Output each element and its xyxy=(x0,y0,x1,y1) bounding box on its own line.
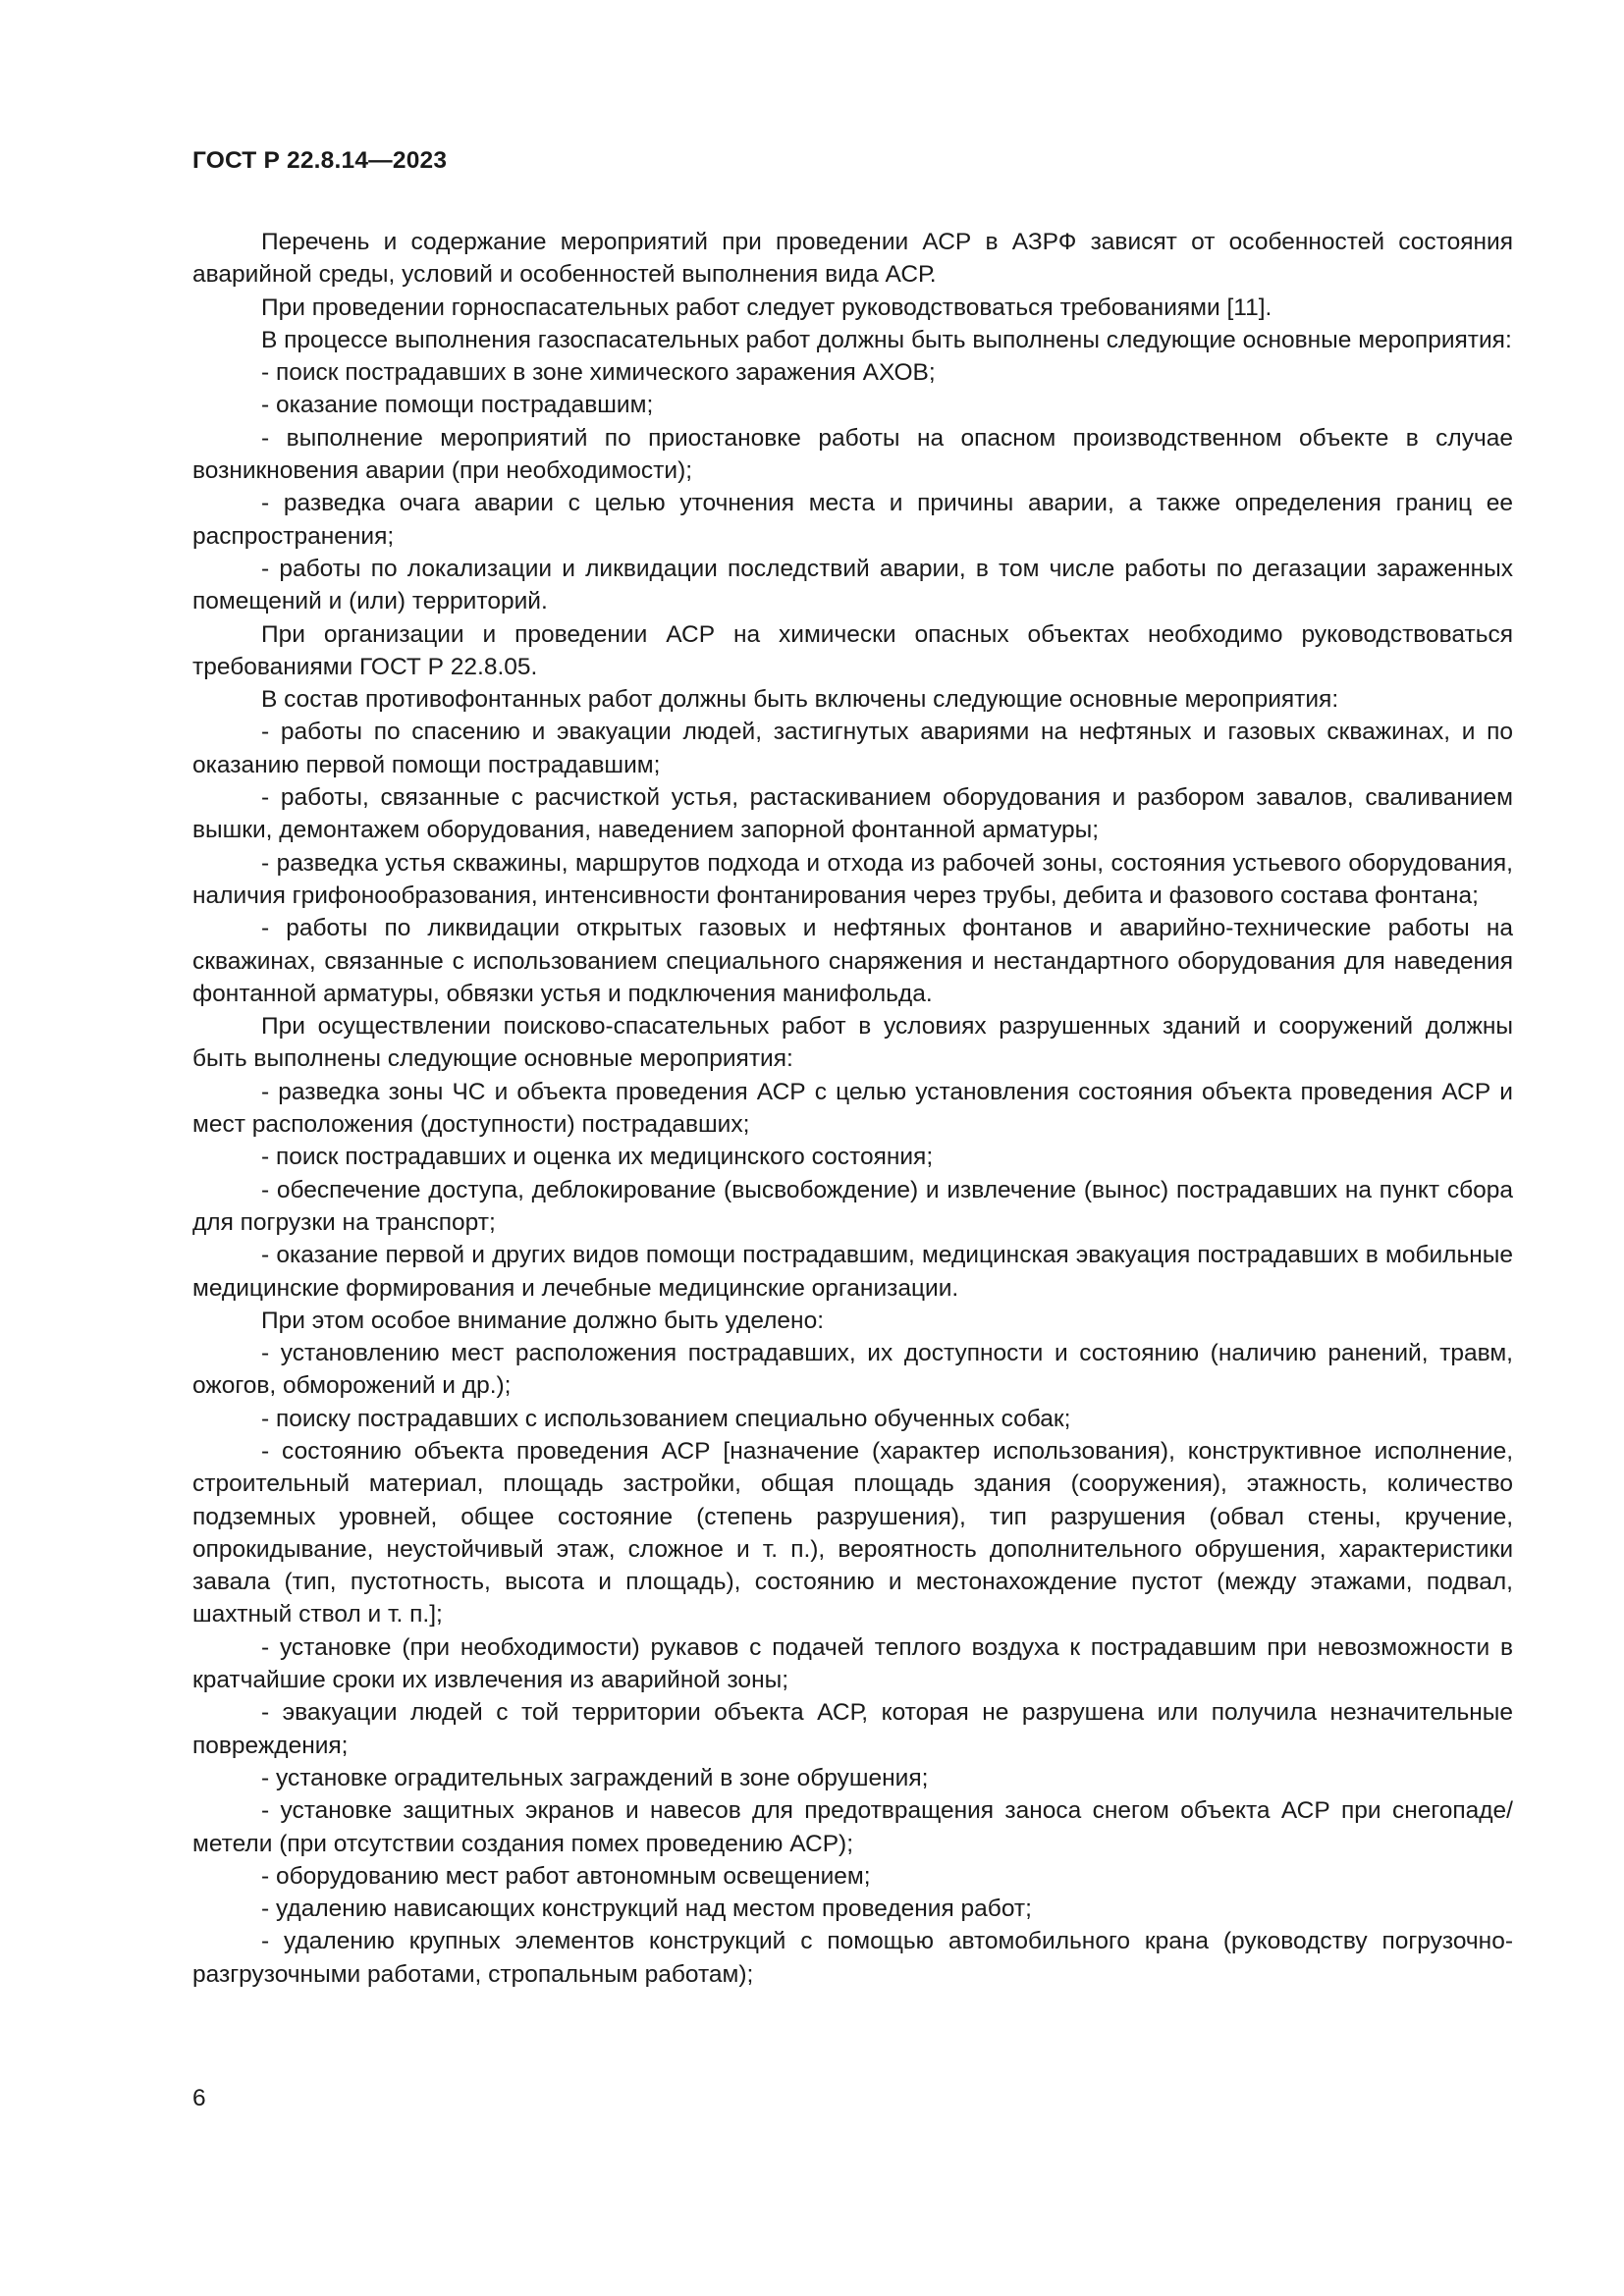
list-item: - установке оградительных заграждений в зоне обрушения; xyxy=(261,1764,929,1791)
list-item: - установке (при необходимости) рукавов с подачей теплого воздуха к пострадавшим при невозможности в кратчайшие сроки их извлечения из аварийной зоны; xyxy=(192,1633,1513,1694)
body-paragraph: При проведении горноспасательных работ следует руководствоваться требованиями [11]. xyxy=(261,294,1272,321)
list-item: - оказание первой и других видов помощи пострадавшим, медицинская эвакуация пострадавших в мобильные медицинские формирования и лечебные медицинские организации. xyxy=(192,1242,1513,1302)
body-paragraph: В состав противофонтанных работ должны быть включены следующие основные мероприятия: xyxy=(261,686,1339,714)
list-item: - работы по ликвидации открытых газовых и нефтяных фонтанов и аварийно-технические работы на скважинах, связанные с использованием специального снаряжения и нестандартного оборудования для наведения фонтанной арматуры, обвязки устья и подключения манифольда. xyxy=(192,915,1513,1007)
list-item: - удалению крупных элементов конструкций с помощью автомобильного крана (руководству погрузочно-разгрузочными работами, стропальным работам); xyxy=(192,1928,1513,1988)
list-item: - разведка зоны ЧС и объекта проведения АСР с целью установления состояния объекта проведения АСР и мест расположения (доступности) пострадавших; xyxy=(192,1078,1513,1139)
list-item: - разведка устья скважины, маршрутов подхода и отхода из рабочей зоны, состояния устьевого оборудования, наличия грифонообразования, интенсивности фонтанирования через трубы, дебита и фазового состава фонтана; xyxy=(192,849,1513,909)
list-item: - удалению нависающих конструкций над местом проведения работ; xyxy=(261,1896,1032,1923)
list-item: - состоянию объекта проведения АСР [назначение (характер использования), конструктивное исполнение, строительный материал, площадь застройки, общая площадь здания (сооружения), этажность, количество подземных уровней, общее состояние (степень разрушения), тип разрушения (обвал стены, кручение, опрокидывание, неустойчивый этаж, сложное и т. п.), вероятность дополнительного обрушения, характеристики завала (тип, пустотность, высота и площадь), состоянию и местонахождение пустот (между этажами, подвал, шахтный ствол и т. п.]; xyxy=(192,1437,1513,1629)
body-paragraph: При осуществлении поисково-спасательных работ в условиях разрушенных зданий и сооружений должны быть выполнены следующие основные мероприятия: xyxy=(192,1013,1513,1073)
list-item: - поиск пострадавших в зоне химического заражения АХОВ; xyxy=(261,359,936,387)
list-item: - работы по спасению и эвакуации людей, застигнутых авариями на нефтяных и газовых скважинах, и по оказанию первой помощи пострадавшим; xyxy=(192,719,1513,778)
body-paragraph: В процессе выполнения газоспасательных работ должны быть выполнены следующие основные мероприятия: xyxy=(261,326,1512,353)
list-item: - выполнение мероприятий по приостановке работы на опасном производственном объекте в случае возникновения аварии (при необходимости); xyxy=(192,424,1513,485)
list-item: - оказание помощи пострадавшим; xyxy=(261,392,654,419)
body-paragraph: При этом особое внимание должно быть уделено: xyxy=(261,1307,825,1334)
list-item: - работы, связанные с расчисткой устья, растаскиванием оборудования и разбором завалов, сваливанием вышки, демонтажем оборудования, наведением запорной фонтанной арматуры; xyxy=(192,784,1513,844)
list-item: - установке защитных экранов и навесов для предотвращения заноса снегом объекта АСР при снегопаде/метели (при отсутствии создания помех проведению АСР); xyxy=(192,1797,1513,1857)
document-header-code: ГОСТ Р 22.8.14—2023 xyxy=(192,147,448,174)
list-item: - поиску пострадавших с использованием специально обученных собак; xyxy=(261,1405,1071,1432)
list-item: - разведка очага аварии с целью уточнения места и причины аварии, а также определения границ ее распространения; xyxy=(192,490,1513,550)
list-item: - эвакуации людей с той территории объекта АСР, которая не разрушена или получила незначительные повреждения; xyxy=(192,1699,1513,1759)
document-body xyxy=(192,226,1513,1991)
list-item: - оборудованию мест работ автономным освещением; xyxy=(261,1862,871,1890)
page-number: 6 xyxy=(192,2085,206,2111)
list-item: - работы по локализации и ликвидации последствий аварии, в том числе работы по дегазации зараженных помещений и (или) территорий. xyxy=(192,555,1513,615)
body-paragraph: Перечень и содержание мероприятий при проведении АСР в АЗРФ зависят от особенностей состояния аварийной среды, условий и особенностей выполнения вида АСР. xyxy=(192,229,1513,289)
body-paragraph: При организации и проведении АСР на химически опасных объектах необходимо руководствоваться требованиями ГОСТ Р 22.8.05. xyxy=(192,620,1513,680)
list-item: - установлению мест расположения пострадавших, их доступности и состоянию (наличию ранений, травм, ожогов, обморожений и др.); xyxy=(192,1340,1513,1400)
list-item: - обеспечение доступа, деблокирование (высвобождение) и извлечение (вынос) пострадавших на пункт сбора для погрузки на транспорт; xyxy=(192,1176,1513,1236)
list-item: - поиск пострадавших и оценка их медицинского состояния; xyxy=(261,1144,934,1171)
